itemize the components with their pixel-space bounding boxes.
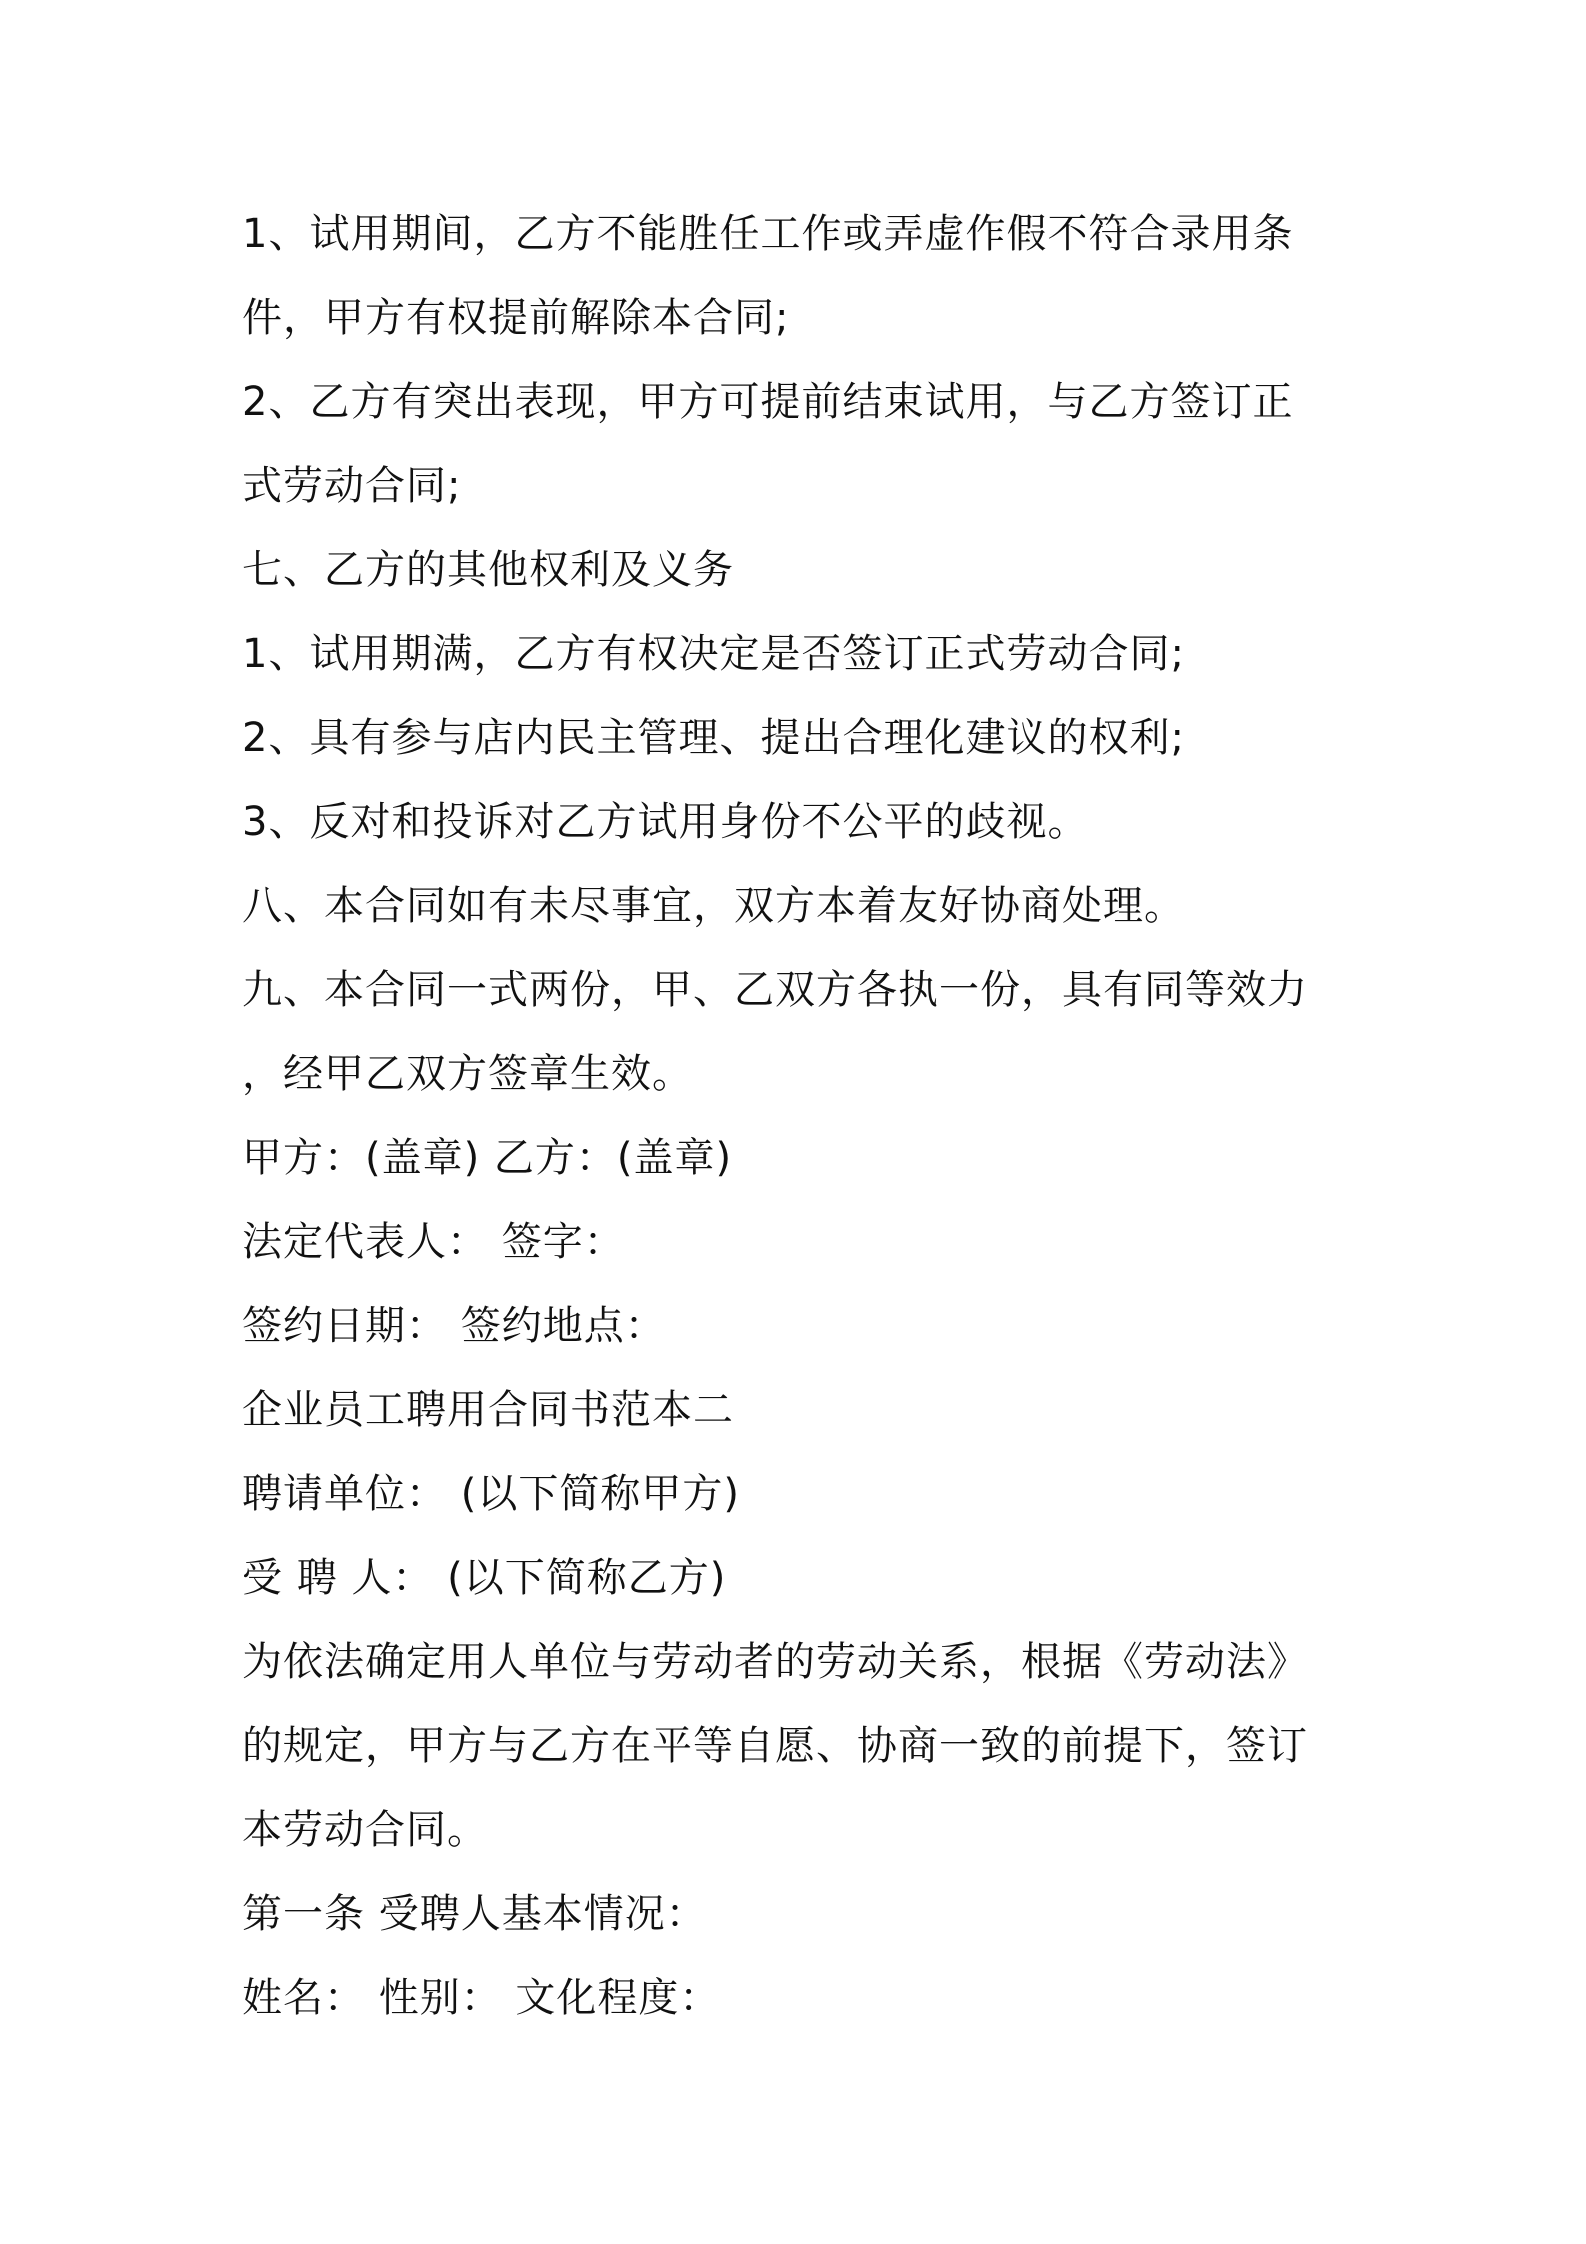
document-body: [242, 192, 1362, 2040]
text-line: 件，甲方有权提前解除本合同;: [242, 295, 790, 341]
text-line: 本劳动合同。: [242, 1807, 488, 1853]
text-line: 1、试用期满，乙方有权决定是否签订正式劳动合同;: [242, 631, 1185, 677]
text-line: 八、本合同如有未尽事宜，双方本着友好协商处理。: [242, 883, 1185, 929]
text-line: 2、乙方有突出表现，甲方可提前结束试用，与乙方签订正: [242, 379, 1294, 425]
text-line: ，经甲乙双方签章生效。: [242, 1051, 693, 1097]
text-line: 九、本合同一式两份，甲、乙双方各执一份，具有同等效力: [242, 967, 1308, 1013]
signature-line: 法定代表人： 签字：: [242, 1219, 625, 1265]
section-heading: 七、乙方的其他权利及义务: [242, 547, 734, 593]
text-line: 的规定，甲方与乙方在平等自愿、协商一致的前提下，签订: [242, 1723, 1308, 1769]
text-line: 1、试用期间，乙方不能胜任工作或弄虚作假不符合录用条: [242, 211, 1294, 257]
article-heading: 第一条 受聘人基本情况：: [242, 1891, 707, 1937]
text-line: 为依法确定用人单位与劳动者的劳动关系，根据《劳动法》: [242, 1639, 1308, 1685]
text-line: 2、具有参与店内民主管理、提出合理化建议的权利;: [242, 715, 1185, 761]
text-line: 式劳动合同;: [242, 463, 462, 509]
field-line: 聘请单位： (以下简称甲方): [242, 1471, 740, 1517]
field-line: 受 聘 人： (以下简称乙方): [242, 1555, 727, 1601]
signature-line: 签约日期： 签约地点：: [242, 1303, 666, 1349]
signature-line: 甲方：(盖章) 乙方：(盖章): [242, 1135, 733, 1181]
field-line: 姓名： 性别： 文化程度：: [242, 1975, 721, 2021]
text-line: 3、反对和投诉对乙方试用身份不公平的歧视。: [242, 799, 1089, 845]
document-title: 企业员工聘用合同书范本二: [242, 1387, 734, 1433]
